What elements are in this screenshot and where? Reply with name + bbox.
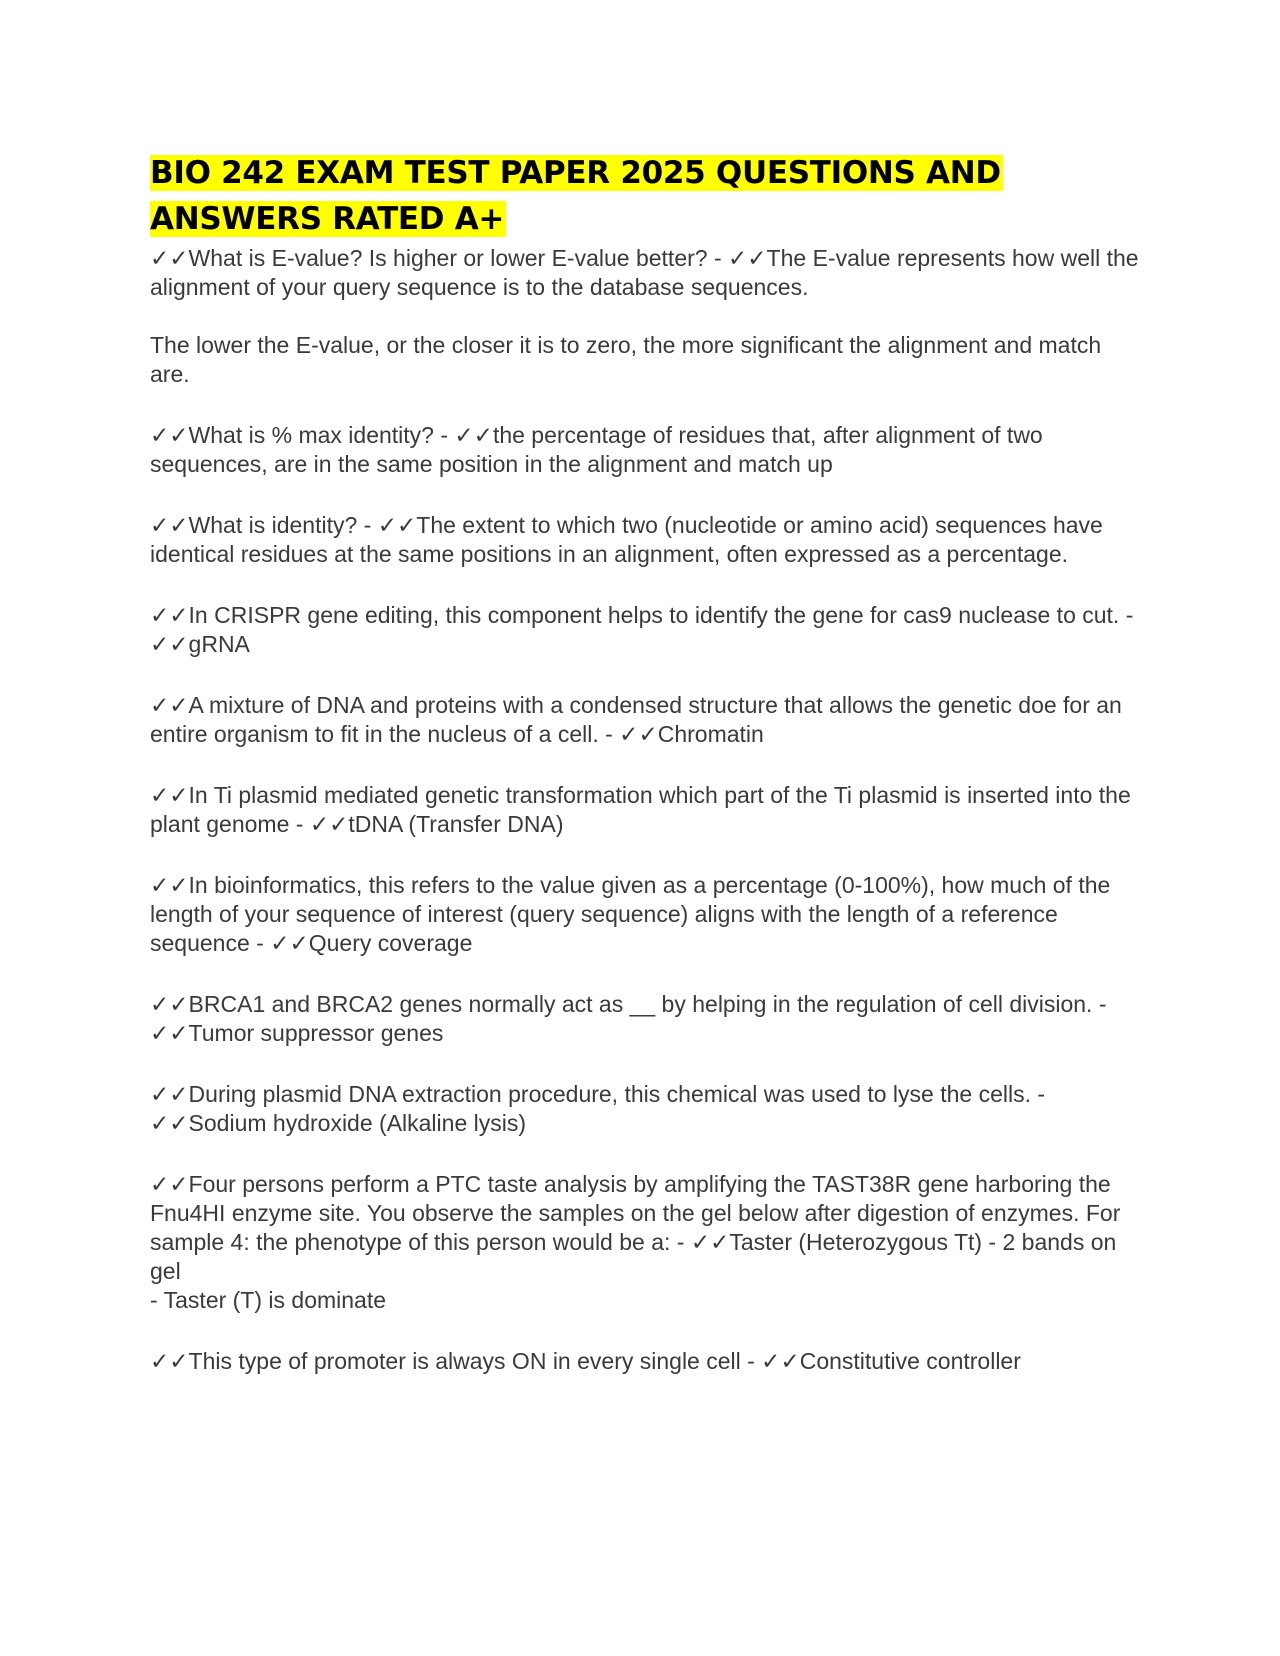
qa-entry-8 (150, 990, 1140, 1048)
qa-text: ✓✓What is E-value? Is higher or lower E-value better? - ✓✓The E-value represents how well the alignment of your query sequence is to the database sequences. (150, 245, 1139, 300)
qa-entry-5 (150, 691, 1140, 749)
qa-entry-3 (150, 511, 1140, 569)
qa-text: ✓✓What is identity? - ✓✓The extent to which two (nucleotide or amino acid) sequences have identical residues at the same positions in an alignment, often expressed as a percentage. (150, 512, 1103, 567)
qa-text: ✓✓During plasmid DNA extraction procedure, this chemical was used to lyse the cells. - ✓✓Sodium hydroxide (Alkaline lysis) (150, 1081, 1046, 1136)
qa-text: The lower the E-value, or the closer it is to zero, the more significant the alignment and match are. (150, 332, 1102, 387)
qa-text: ✓✓In CRISPR gene editing, this component helps to identify the gene for cas9 nuclease to cut. - ✓✓gRNA (150, 602, 1134, 657)
title-line-1: BIO 242 EXAM TEST PAPER 2025 QUESTIONS AND (150, 155, 1001, 191)
qa-text: ✓✓What is % max identity? - ✓✓the percentage of residues that, after alignment of two sequences, are in the same position in the alignment and match up (150, 422, 1043, 477)
qa-entry-9 (150, 1080, 1140, 1138)
qa-entry-10 (150, 1170, 1140, 1315)
qa-text: ✓✓A mixture of DNA and proteins with a condensed structure that allows the genetic doe for an entire organism to fit in the nucleus of a cell. - ✓✓Chromatin (150, 692, 1122, 747)
title-line-2: ANSWERS RATED A+ (150, 201, 505, 237)
qa-entry-2 (150, 421, 1140, 479)
qa-entry-4 (150, 601, 1140, 659)
qa-entry-1 (150, 244, 1140, 389)
qa-text: ✓✓In bioinformatics, this refers to the value given as a percentage (0-100%), how much of the length of your sequence of interest (query sequence) aligns with the length of a reference sequence - ✓✓Query coverage (150, 872, 1111, 956)
qa-text: ✓✓Four persons perform a PTC taste analysis by amplifying the TAST38R gene harboring the Fnu4HI enzyme site. You observe the samples on the gel below after digestion of enzymes. For sample 4: the phenotype of this person would be a: - ✓✓Taster (Heterozygous Tt) - 2 bands on gel (150, 1171, 1121, 1284)
document-title (150, 150, 1140, 242)
qa-entry-11 (150, 1347, 1140, 1376)
qa-text: ✓✓This type of promoter is always ON in every single cell - ✓✓Constitutive controller (150, 1348, 1021, 1374)
qa-entry-6 (150, 781, 1140, 839)
qa-text: ✓✓In Ti plasmid mediated genetic transformation which part of the Ti plasmid is inserted into the plant genome - ✓✓tDNA (Transfer DNA) (150, 782, 1131, 837)
document-content (150, 150, 1140, 1408)
qa-text: ✓✓BRCA1 and BRCA2 genes normally act as __ by helping in the regulation of cell division. - ✓✓Tumor suppressor genes (150, 991, 1107, 1046)
qa-entry-7 (150, 871, 1140, 958)
qa-text: - Taster (T) is dominate (150, 1287, 387, 1313)
